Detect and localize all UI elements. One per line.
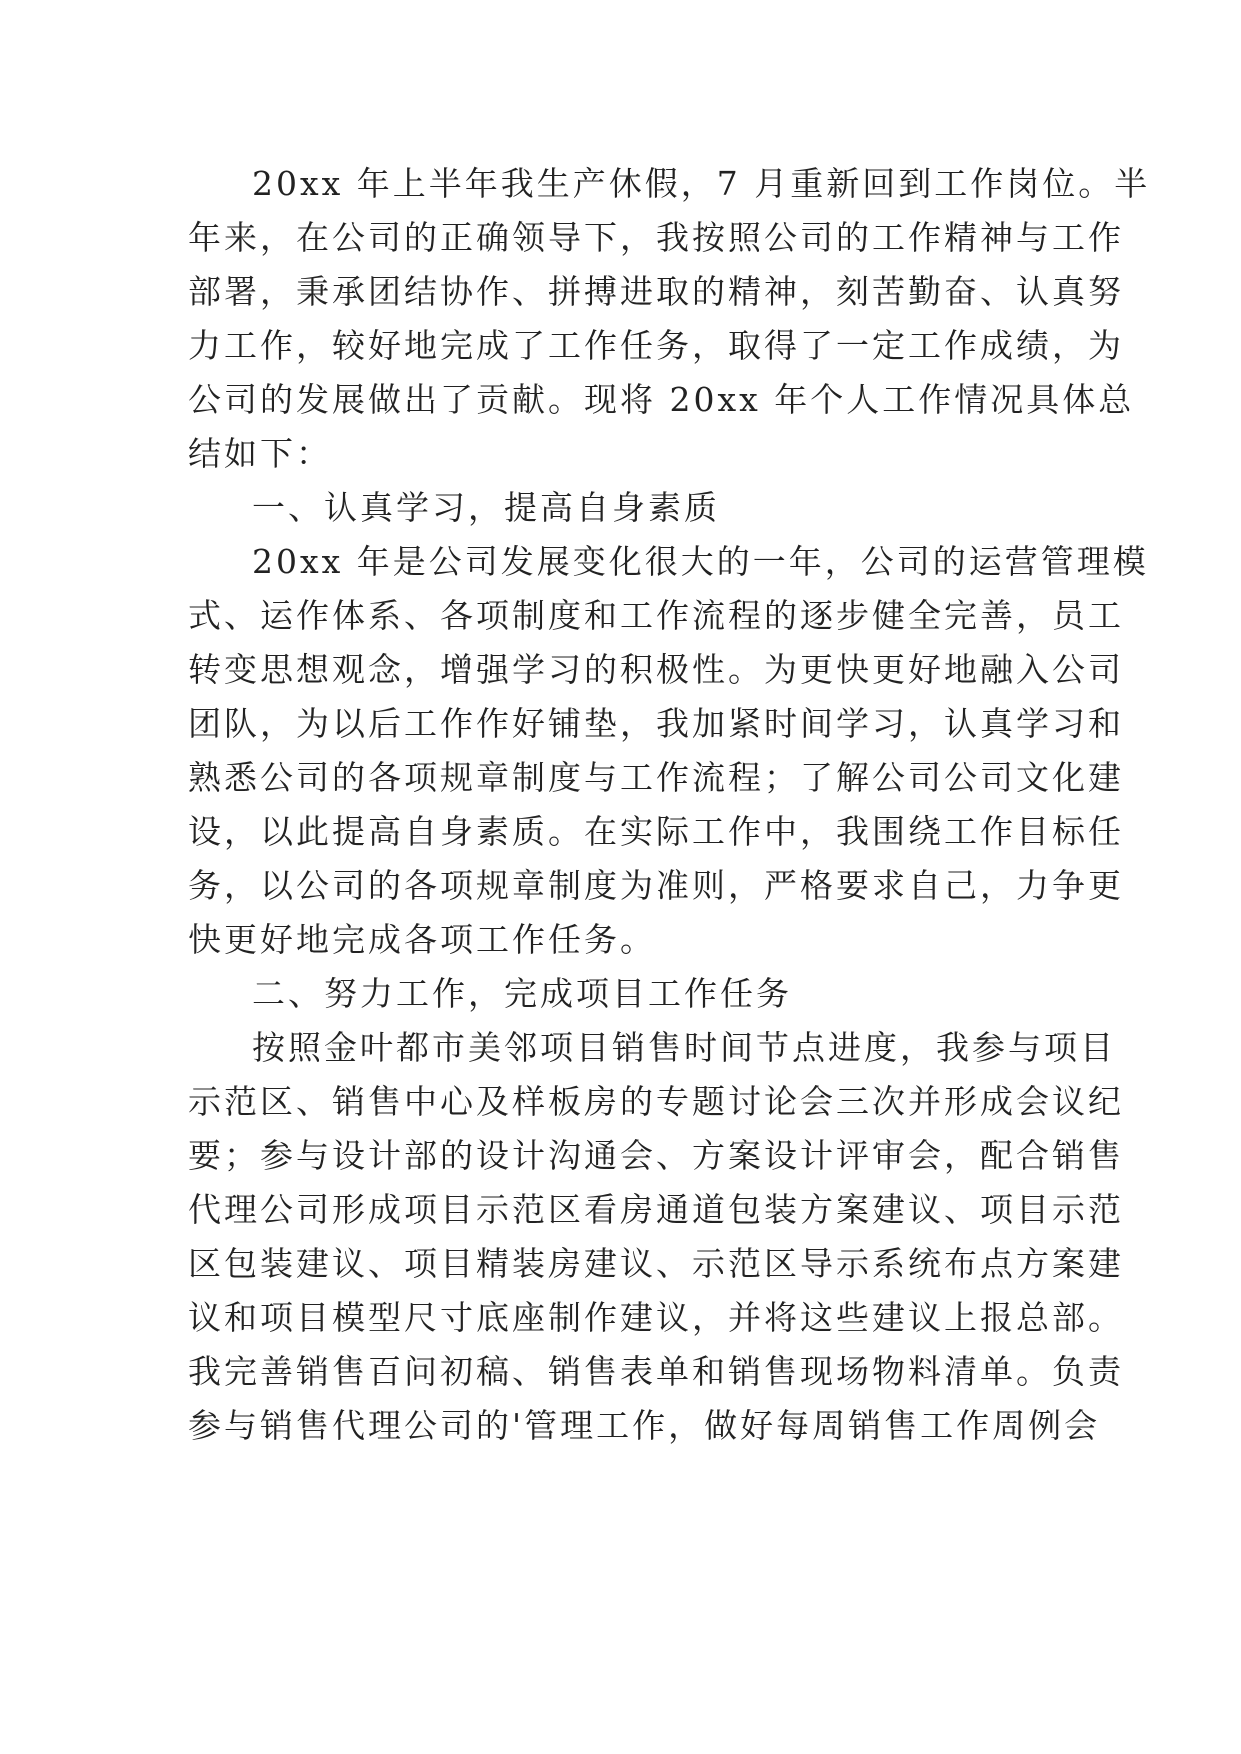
paragraph-line: 20xx 年是公司发展变化很大的一年，公司的运营管理模 [252, 542, 1149, 581]
paragraph-line: 式、运作体系、各项制度和工作流程的逐步健全完善，员工 [188, 596, 1124, 635]
paragraph-line: 议和项目模型尺寸底座制作建议，并将这些建议上报总部。 [188, 1298, 1124, 1337]
paragraph-line: 示范区、销售中心及样板房的专题讨论会三次并形成会议纪 [188, 1082, 1124, 1121]
paragraph-line: 设，以此提高自身素质。在实际工作中，我围绕工作目标任 [188, 812, 1124, 851]
section-heading: 一、认真学习，提高自身素质 [252, 488, 720, 527]
paragraph-line: 区包装建议、项目精装房建议、示范区导示系统布点方案建 [188, 1244, 1124, 1283]
section-heading: 二、努力工作，完成项目工作任务 [252, 974, 792, 1013]
paragraph-line: 年来，在公司的正确领导下，我按照公司的工作精神与工作 [188, 218, 1124, 257]
paragraph-line: 要；参与设计部的设计沟通会、方案设计评审会，配合销售 [188, 1136, 1124, 1175]
paragraph-line: 按照金叶都市美邻项目销售时间节点进度，我参与项目 [252, 1028, 1116, 1067]
paragraph-line: 部署，秉承团结协作、拼搏进取的精神，刻苦勤奋、认真努 [188, 272, 1124, 311]
paragraph-line: 代理公司形成项目示范区看房通道包装方案建议、项目示范 [188, 1190, 1124, 1229]
paragraph-line: 团队，为以后工作作好铺垫，我加紧时间学习，认真学习和 [188, 704, 1124, 743]
paragraph-line: 参与销售代理公司的'管理工作，做好每周销售工作周例会 [188, 1406, 1101, 1445]
paragraph-line: 熟悉公司的各项规章制度与工作流程；了解公司公司文化建 [188, 758, 1124, 797]
paragraph-line: 公司的发展做出了贡献。现将 20xx 年个人工作情况具体总 [188, 380, 1135, 419]
paragraph-line: 力工作，较好地完成了工作任务，取得了一定工作成绩，为 [188, 326, 1124, 365]
paragraph-line: 20xx 年上半年我生产休假，7 月重新回到工作岗位。半 [252, 164, 1151, 203]
paragraph-line: 务，以公司的各项规章制度为准则，严格要求自己，力争更 [188, 866, 1124, 905]
paragraph-line: 快更好地完成各项工作任务。 [188, 920, 656, 959]
paragraph-line: 结如下： [188, 434, 332, 473]
paragraph-line: 转变思想观念，增强学习的积极性。为更快更好地融入公司 [188, 650, 1124, 689]
paragraph-line: 我完善销售百问初稿、销售表单和销售现场物料清单。负责 [188, 1352, 1124, 1391]
